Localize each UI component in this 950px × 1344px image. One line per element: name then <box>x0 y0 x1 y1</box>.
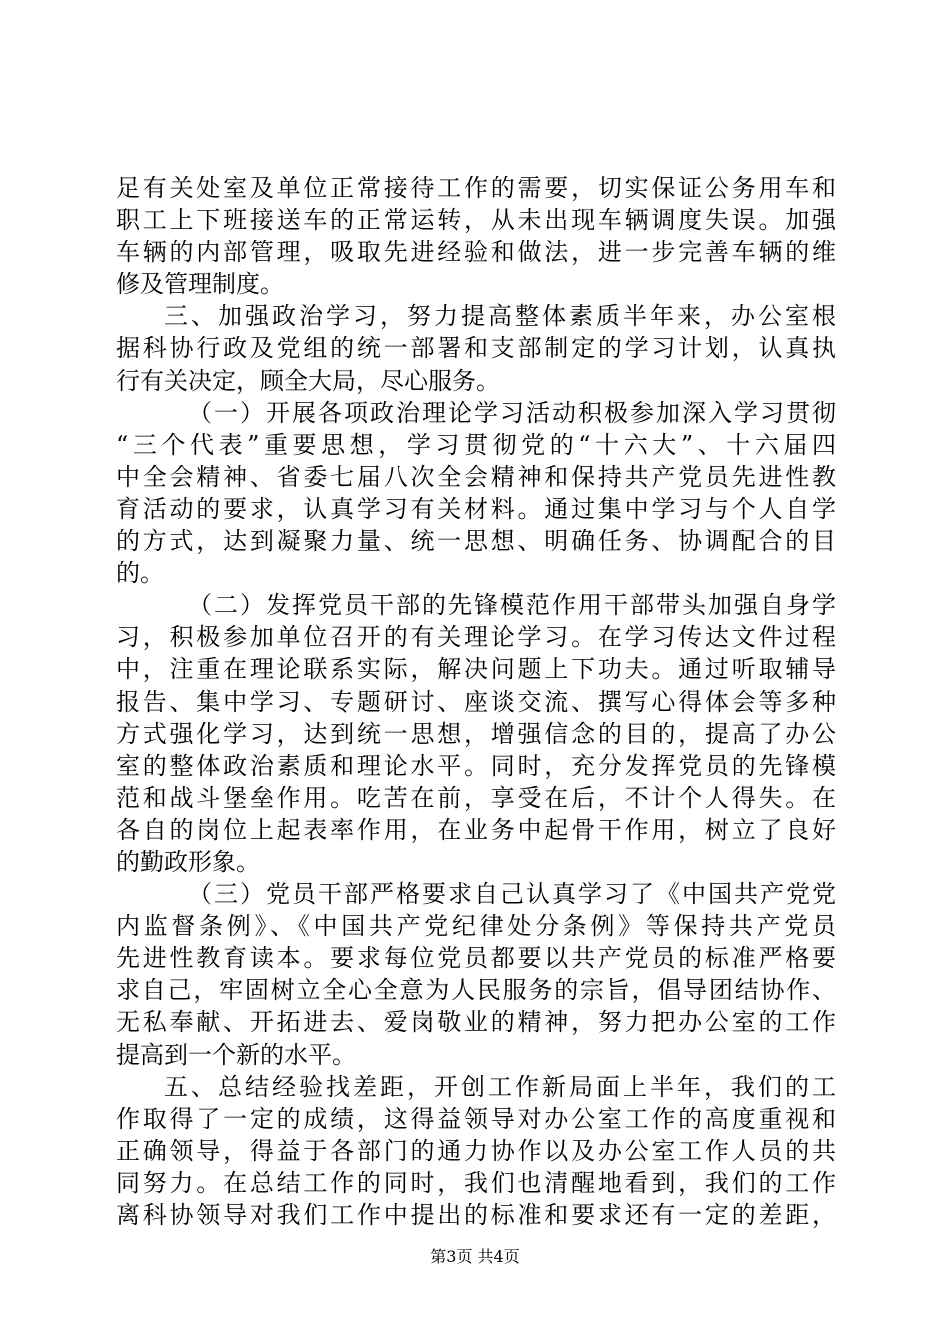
text-line: 职工上下班接送车的正常运转，从未出现车辆调度失误。加强 <box>116 206 836 235</box>
text-line: （二）发挥党员干部的先锋模范作用干部带头加强自身学 <box>188 591 836 620</box>
text-line: 习，积极参加单位召开的有关理论学习。在学习传达文件过程 <box>116 623 836 652</box>
text-line: 作取得了一定的成绩，这得益领导对办公室工作的高度重视和 <box>116 1104 836 1133</box>
text-line: 内监督条例》、《中国共产党纪律处分条例》等保持共产党员 <box>116 912 836 941</box>
text-line: 五、总结经验找差距，开创工作新局面上半年，我们的工 <box>164 1072 836 1101</box>
text-line: 方式强化学习，达到统一思想，增强信念的目的，提高了办公 <box>116 719 836 748</box>
text-line: 车辆的内部管理，吸取先进经验和做法，进一步完善车辆的维 <box>116 238 836 267</box>
text-line: 报告、集中学习、专题研讨、座谈交流、撰写心得体会等多种 <box>116 687 836 716</box>
text-line: 中全会精神、省委七届八次全会精神和保持共产党员先进性教 <box>116 462 836 491</box>
text-line: 提高到一个新的水平。 <box>116 1040 356 1069</box>
text-line: 无私奉献、开拓进去、爱岗敬业的精神，努力把办公室的工作 <box>116 1008 836 1037</box>
text-line: 的勤政形象。 <box>116 847 260 876</box>
text-line: 离科协领导对我们工作中提出的标准和要求还有一定的差距， <box>116 1201 836 1229</box>
text-line: 先进性教育读本。要求每位党员都要以共产党员的标准严格要 <box>116 944 836 973</box>
text-line: 中，注重在理论联系实际，解决问题上下功夫。通过听取辅导 <box>116 655 836 684</box>
text-line: 室的整体政治素质和理论水平。同时，充分发挥党员的先锋模 <box>116 751 836 780</box>
text-line: 修及管理制度。 <box>116 270 284 299</box>
text-line: 求自己，牢固树立全心全意为人民服务的宗旨，倡导团结协作、 <box>116 976 836 1005</box>
text-line: 的。 <box>116 559 164 588</box>
text-line: 据科协行政及党组的统一部署和支部制定的学习计划，认真执 <box>116 334 836 363</box>
text-line: 三、加强政治学习，努力提高整体素质半年来，办公室根 <box>164 302 836 331</box>
text-line: “三个代表”重要思想，学习贯彻党的“十六大”、十六届四 <box>116 430 836 459</box>
text-line: 范和战斗堡垒作用。吃苦在前，享受在后，不计个人得失。在 <box>116 783 836 812</box>
text-line: （三）党员干部严格要求自己认真学习了《中国共产党党 <box>188 880 836 909</box>
page-number-footer: 第3页 共4页 <box>430 1247 520 1266</box>
text-line: 足有关处室及单位正常接待工作的需要，切实保证公务用车和 <box>116 174 836 202</box>
text-line: （一）开展各项政治理论学习活动积极参加深入学习贯彻 <box>188 398 836 427</box>
text-line: 正确领导，得益于各部门的通力协作以及办公室工作人员的共 <box>116 1136 836 1165</box>
text-line: 各自的岗位上起表率作用，在业务中起骨干作用，树立了良好 <box>116 815 836 844</box>
document-body <box>116 172 836 1231</box>
text-line: 同努力。在总结工作的同时，我们也清醒地看到，我们的工作 <box>116 1168 836 1197</box>
text-line: 的方式，达到凝聚力量、统一思想、明确任务、协调配合的目 <box>116 527 836 556</box>
text-line: 行有关决定，顾全大局，尽心服务。 <box>116 366 500 395</box>
text-line: 育活动的要求，认真学习有关材料。通过集中学习与个人自学 <box>116 494 836 523</box>
